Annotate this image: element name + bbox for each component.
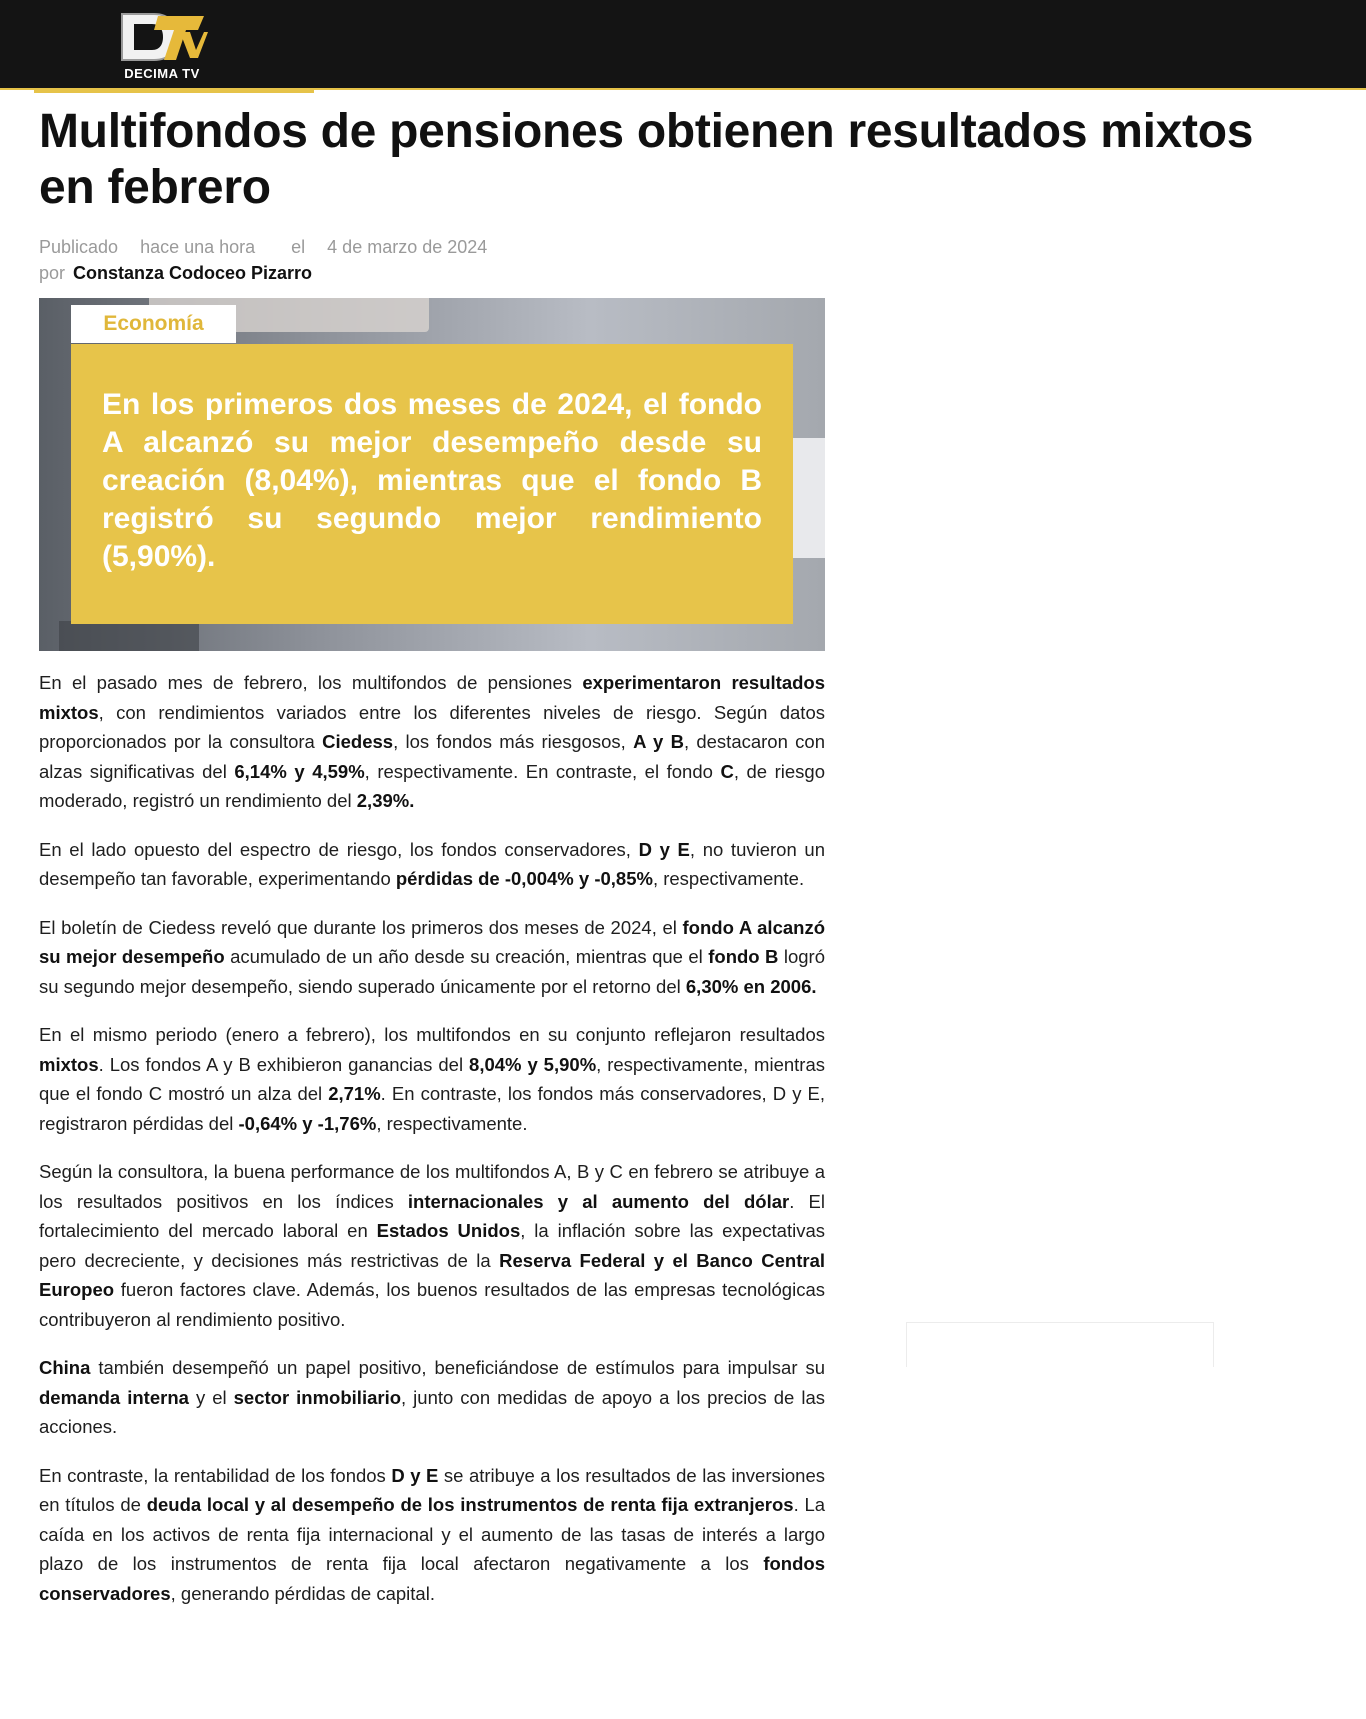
by-label: por <box>39 263 66 283</box>
article-body <box>39 668 825 1627</box>
category-badge[interactable]: Economía <box>71 305 236 343</box>
relative-time: hace una hora <box>140 237 256 257</box>
site-logo[interactable] <box>112 10 212 82</box>
hero-image <box>39 298 825 651</box>
logo-text: DECIMA TV <box>124 66 200 81</box>
published-label: Publicado <box>39 237 119 257</box>
paragraph-2: En el lado opuesto del espectro de riesgo, los fondos conservadores, D y E, no tuvieron un desempeño tan favorable, experimentando pérdidas de -0,004% y -0,85%, respectivamente. <box>39 838 825 889</box>
publish-date[interactable]: 4 de marzo de 2024 <box>327 237 488 257</box>
summary-box <box>71 344 793 624</box>
top-navigation-bar <box>0 0 1366 88</box>
header-accent-bar <box>34 89 314 93</box>
author-link[interactable]: Constanza Codoceo Pizarro <box>73 263 313 283</box>
paragraph-1: En el pasado mes de febrero, los multifondos de pensiones experimentaron resultados mixtos, con rendimientos variados entre los diferentes niveles de riesgo. Según datos proporcionados por la consultora Ciedess, los fondos más riesgosos, A y B, destacaron con alzas significativas del 6,14% y 4,59%, respectivamente. En contraste, el fondo C, de riesgo moderado, registró un rendimiento del 2,39%. <box>39 672 826 811</box>
paragraph-4: En el mismo periodo (enero a febrero), los multifondos en su conjunto reflejaron resultados mixtos. Los fondos A y B exhibieron ganancias del 8,04% y 5,90%, respectivamente, mientras que el fondo C mostró un alza del 2,71%. En contraste, los fondos más conservadores, D y E, registraron pérdidas del -0,64% y -1,76%, respectivamente. <box>39 1024 825 1134</box>
sidebar-ad-slot <box>906 1322 1214 1367</box>
article-title: Multifondos de pensiones obtienen resultados mixtos en febrero <box>39 105 1254 214</box>
paragraph-3: El boletín de Ciedess reveló que durante los primeros dos meses de 2024, el fondo A alcanzó su mejor desempeño acumulado de un año desde su creación, mientras que el fondo B logró su segundo mejor desempeño, siendo superado únicamente por el retorno del 6,30% en 2006. <box>39 916 825 997</box>
article-meta-author <box>39 263 312 284</box>
date-prefix: el <box>291 237 306 257</box>
article-summary: En los primeros dos meses de 2024, el fondo A alcanzó su mejor desempeño desde su creación (8,04%), mientras que el fondo B registró su segundo mejor rendimiento (5,90%). <box>102 388 762 573</box>
article-meta-published <box>39 237 487 258</box>
hero-background-shadow <box>59 621 199 651</box>
paragraph-5: Según la consultora, la buena performance de los multifondos A, B y C en febrero se atribuye a los resultados positivos en los índices internacionales y al aumento del dólar. El fortalecimiento del mercado laboral en Estados Unidos, la inflación sobre las expectativas pero decreciente, y decisiones más restrictivas de la Reserva Federal y el Banco Central Europeo fueron factores clave. Además, los buenos resultados de las empresas tecnológicas contribuyeron al rendimiento positivo. <box>39 1161 825 1330</box>
logo-mark-icon <box>118 10 208 64</box>
paragraph-7: En contraste, la rentabilidad de los fondos D y E se atribuye a los resultados de las inversiones en títulos de deuda local y al desempeño de los instrumentos de renta fija extranjeros. La caída en los activos de renta fija internacional y el aumento de las tasas de interés a largo plazo de los instrumentos de renta fija local afectaron negativamente a los fondos conservadores, generando pérdidas de capital. <box>39 1464 826 1604</box>
paragraph-6: China también desempeñó un papel positivo, beneficiándose de estímulos para impulsar su demanda interna y el sector inmobiliario, junto con medidas de apoyo a los precios de las acciones. <box>39 1357 825 1437</box>
